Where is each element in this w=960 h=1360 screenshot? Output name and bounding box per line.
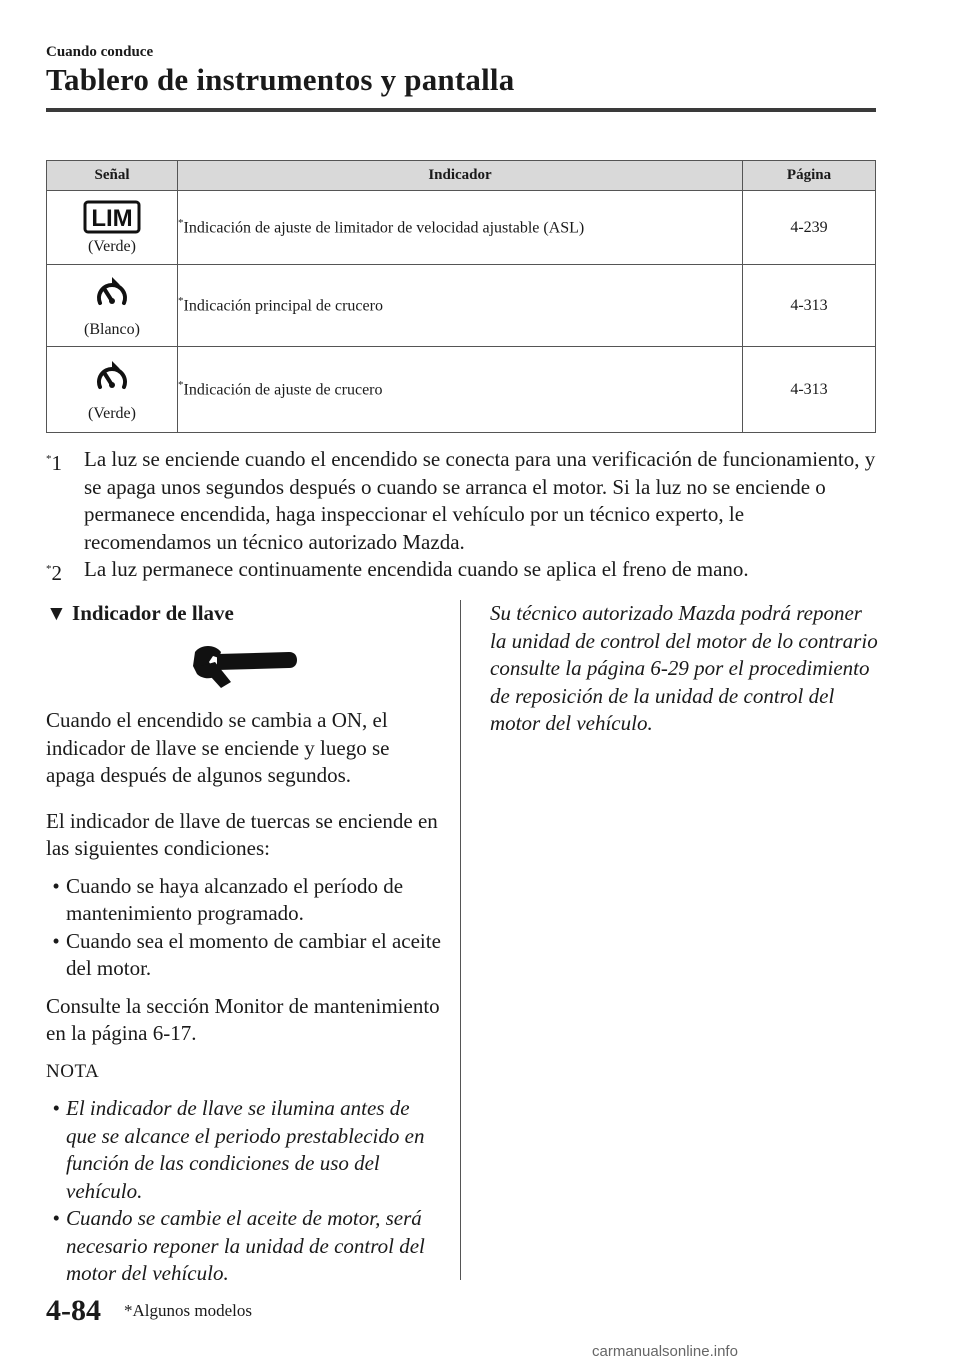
table-header-row xyxy=(47,161,876,191)
bullet: • xyxy=(52,873,60,898)
table-row xyxy=(47,265,876,347)
page-number: 4-84 xyxy=(46,1294,101,1327)
heading-text: Indicador de llave xyxy=(72,601,234,625)
bullet: • xyxy=(52,1206,60,1230)
footnote-marker: * xyxy=(178,217,184,230)
lim-icon xyxy=(83,200,141,234)
note-item xyxy=(46,446,876,556)
signal-cell xyxy=(47,347,178,433)
cruise-main-icon xyxy=(92,273,132,317)
list-item: • Cuando se cambie el aceite de motor, será necesario reponer la unidad de control del motor del vehículo. xyxy=(46,1205,441,1288)
table-notes xyxy=(46,446,876,588)
note-marker: *2 xyxy=(46,561,62,585)
paragraph: El indicador de llave de tuercas se enciende en las siguientes condiciones: xyxy=(46,808,438,860)
note-text: La luz permanece continuamente encendida cuando se aplica el freno de mano. xyxy=(84,557,749,581)
signal-color: (Verde) xyxy=(88,237,136,255)
indicator-text: Indicación de ajuste de limitador de velocidad ajustable (ASL) xyxy=(183,219,585,237)
note-item xyxy=(46,556,876,588)
chapter-title: Tablero de instrumentos y pantalla xyxy=(46,62,515,97)
indicator-text: Indicación principal de crucero xyxy=(183,297,383,315)
wrench-icon xyxy=(191,642,297,692)
col-header-page: Página xyxy=(743,161,876,191)
footer-note: *Algunos modelos xyxy=(124,1301,252,1320)
list-item: • El indicador de llave se ilumina antes de que se alcance el periodo prestablecido en función de las condiciones de uso del vehículo. xyxy=(46,1095,441,1205)
section-label: Cuando conduce xyxy=(46,44,154,60)
section-heading xyxy=(46,600,441,628)
right-column xyxy=(490,600,880,738)
nota-label: NOTA xyxy=(46,1060,100,1082)
col-header-indicator: Indicador xyxy=(178,161,743,191)
paragraph: Cuando el encendido se cambia a ON, el indicador de llave se enciende y luego se apaga después de algunos segundos. xyxy=(46,708,390,787)
signal-color: (Verde) xyxy=(88,404,136,422)
watermark: carmanualsonline.info xyxy=(592,1343,738,1360)
footnote-marker: * xyxy=(178,295,184,308)
table-row xyxy=(47,347,876,433)
note-text: La luz se enciende cuando el encendido se conecta para una verificación de funcionamiento, y se apaga unos segundos después o cuando se arranca el motor. Si la luz no se enciende o permanece encendida, haga inspeccionar el vehículo por un técnico experto, le recomendamos un técnico autorizado Mazda. xyxy=(84,447,876,554)
indicator-cell xyxy=(178,265,743,347)
signal-color: (Blanco) xyxy=(84,320,140,338)
note-marker: *1 xyxy=(46,451,62,475)
column-divider xyxy=(460,600,461,1280)
indicator-cell xyxy=(178,347,743,433)
paragraph: Su técnico autorizado Mazda podrá reponer la unidad de control del motor de lo contrario consulte la página 6-29 por el procedimiento de reposición de la unidad de control del motor del vehículo. xyxy=(490,601,878,735)
indicator-cell xyxy=(178,191,743,265)
bullet: • xyxy=(52,928,60,953)
paragraph: Consulte la sección Monitor de mantenimiento en la página 6-17. xyxy=(46,993,440,1045)
list-item: • Cuando se haya alcanzado el período de mantenimiento programado. xyxy=(46,873,441,928)
header-rule xyxy=(46,108,876,112)
page-cell: 4-313 xyxy=(743,265,876,347)
page-cell: 4-239 xyxy=(743,191,876,265)
svg-text:LIM: LIM xyxy=(91,204,133,232)
col-header-signal: Señal xyxy=(47,161,178,191)
signal-table xyxy=(46,160,876,433)
list-item: • Cuando sea el momento de cambiar el aceite del motor. xyxy=(46,928,441,983)
left-column xyxy=(46,600,441,1288)
indicator-text: Indicación de ajuste de crucero xyxy=(183,381,383,399)
cruise-set-icon xyxy=(92,357,132,401)
signal-cell xyxy=(47,191,178,265)
page-cell: 4-313 xyxy=(743,347,876,433)
bullet: • xyxy=(52,1096,60,1120)
footnote-marker: * xyxy=(178,379,184,392)
table-row xyxy=(47,191,876,265)
triangle-marker-icon: ▼ xyxy=(46,601,67,625)
signal-cell xyxy=(47,265,178,347)
